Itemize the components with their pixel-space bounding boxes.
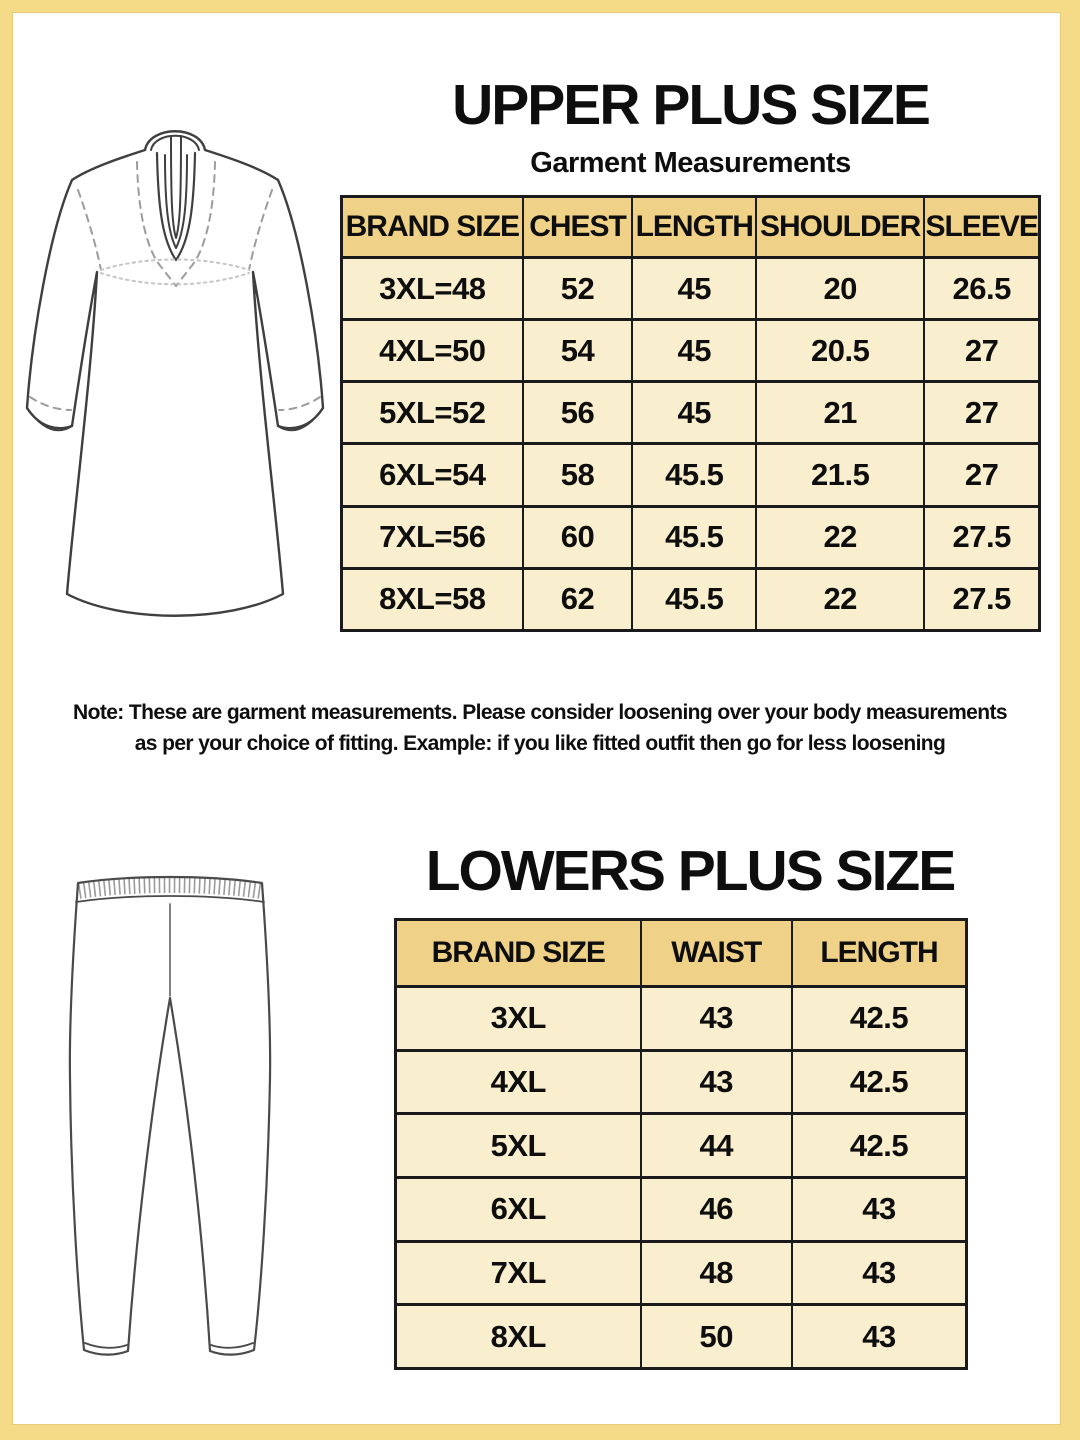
table-cell: 45.5 [632,444,756,506]
table-cell: 21.5 [756,444,924,506]
table-cell: 43 [641,987,792,1051]
upper-size-table [340,195,1041,632]
table-cell: 21 [756,382,924,444]
table-cell: 4XL [396,1050,641,1114]
column-header: CHEST [523,197,633,258]
table-cell: 43 [641,1050,792,1114]
table-cell: 43 [792,1305,967,1369]
table-cell: 45.5 [632,506,756,568]
kurta-illustration [10,110,340,650]
table-cell: 7XL [396,1241,641,1305]
table-cell: 44 [641,1114,792,1178]
table-row [342,320,1040,382]
table-row [396,1177,967,1241]
table-cell: 54 [523,320,633,382]
table-cell: 48 [641,1241,792,1305]
table-cell: 62 [523,568,633,630]
column-header: SLEEVE [924,197,1039,258]
column-header: WAIST [641,920,792,987]
table-cell: 5XL [396,1114,641,1178]
table-cell: 45 [632,258,756,320]
table-cell: 60 [523,506,633,568]
pants-illustration [40,858,300,1408]
table-cell: 42.5 [792,1114,967,1178]
column-header: LENGTH [632,197,756,258]
table-cell: 22 [756,506,924,568]
table-row [396,1241,967,1305]
table-row [396,1305,967,1369]
note-line-1: Note: These are garment measurements. Please consider loosening over your body measurements [73,701,1007,724]
upper-section-subtitle: Garment Measurements [530,147,851,179]
table-cell: 22 [756,568,924,630]
table-cell: 50 [641,1305,792,1369]
table-cell: 8XL=58 [342,568,523,630]
measurement-note [40,697,1040,759]
table-cell: 4XL=50 [342,320,523,382]
table-row [342,568,1040,630]
note-line-2: as per your choice of fitting. Example: if you like fitted outfit then go for less loosening [134,732,946,755]
table-row [342,506,1040,568]
upper-section-title: UPPER PLUS SIZE [452,73,929,137]
table-cell: 43 [792,1241,967,1305]
table-cell: 45 [632,320,756,382]
table-cell: 7XL=56 [342,506,523,568]
table-cell: 27.5 [924,568,1039,630]
table-row [342,382,1040,444]
table-row [342,258,1040,320]
table-cell: 45 [632,382,756,444]
table-cell: 56 [523,382,633,444]
table-cell: 6XL=54 [342,444,523,506]
table-cell: 8XL [396,1305,641,1369]
table-cell: 45.5 [632,568,756,630]
lowers-size-table [394,918,968,1370]
table-cell: 27 [924,320,1039,382]
table-cell: 58 [523,444,633,506]
header-row [396,920,967,987]
table-row [396,1050,967,1114]
table-row [342,444,1040,506]
table-cell: 27 [924,444,1039,506]
table-cell: 5XL=52 [342,382,523,444]
table-cell: 43 [792,1177,967,1241]
header-row [342,197,1040,258]
table-row [396,987,967,1051]
column-header: SHOULDER [756,197,924,258]
table-cell: 27.5 [924,506,1039,568]
table-row [396,1114,967,1178]
table-cell: 3XL=48 [342,258,523,320]
table-cell: 42.5 [792,1050,967,1114]
table-cell: 3XL [396,987,641,1051]
table-cell: 20.5 [756,320,924,382]
table-cell: 46 [641,1177,792,1241]
table-cell: 6XL [396,1177,641,1241]
column-header: LENGTH [792,920,967,987]
table-cell: 20 [756,258,924,320]
lowers-section-title: LOWERS PLUS SIZE [425,839,955,903]
table-cell: 27 [924,382,1039,444]
table-cell: 26.5 [924,258,1039,320]
table-cell: 42.5 [792,987,967,1051]
column-header: BRAND SIZE [342,197,523,258]
table-cell: 52 [523,258,633,320]
column-header: BRAND SIZE [396,920,641,987]
